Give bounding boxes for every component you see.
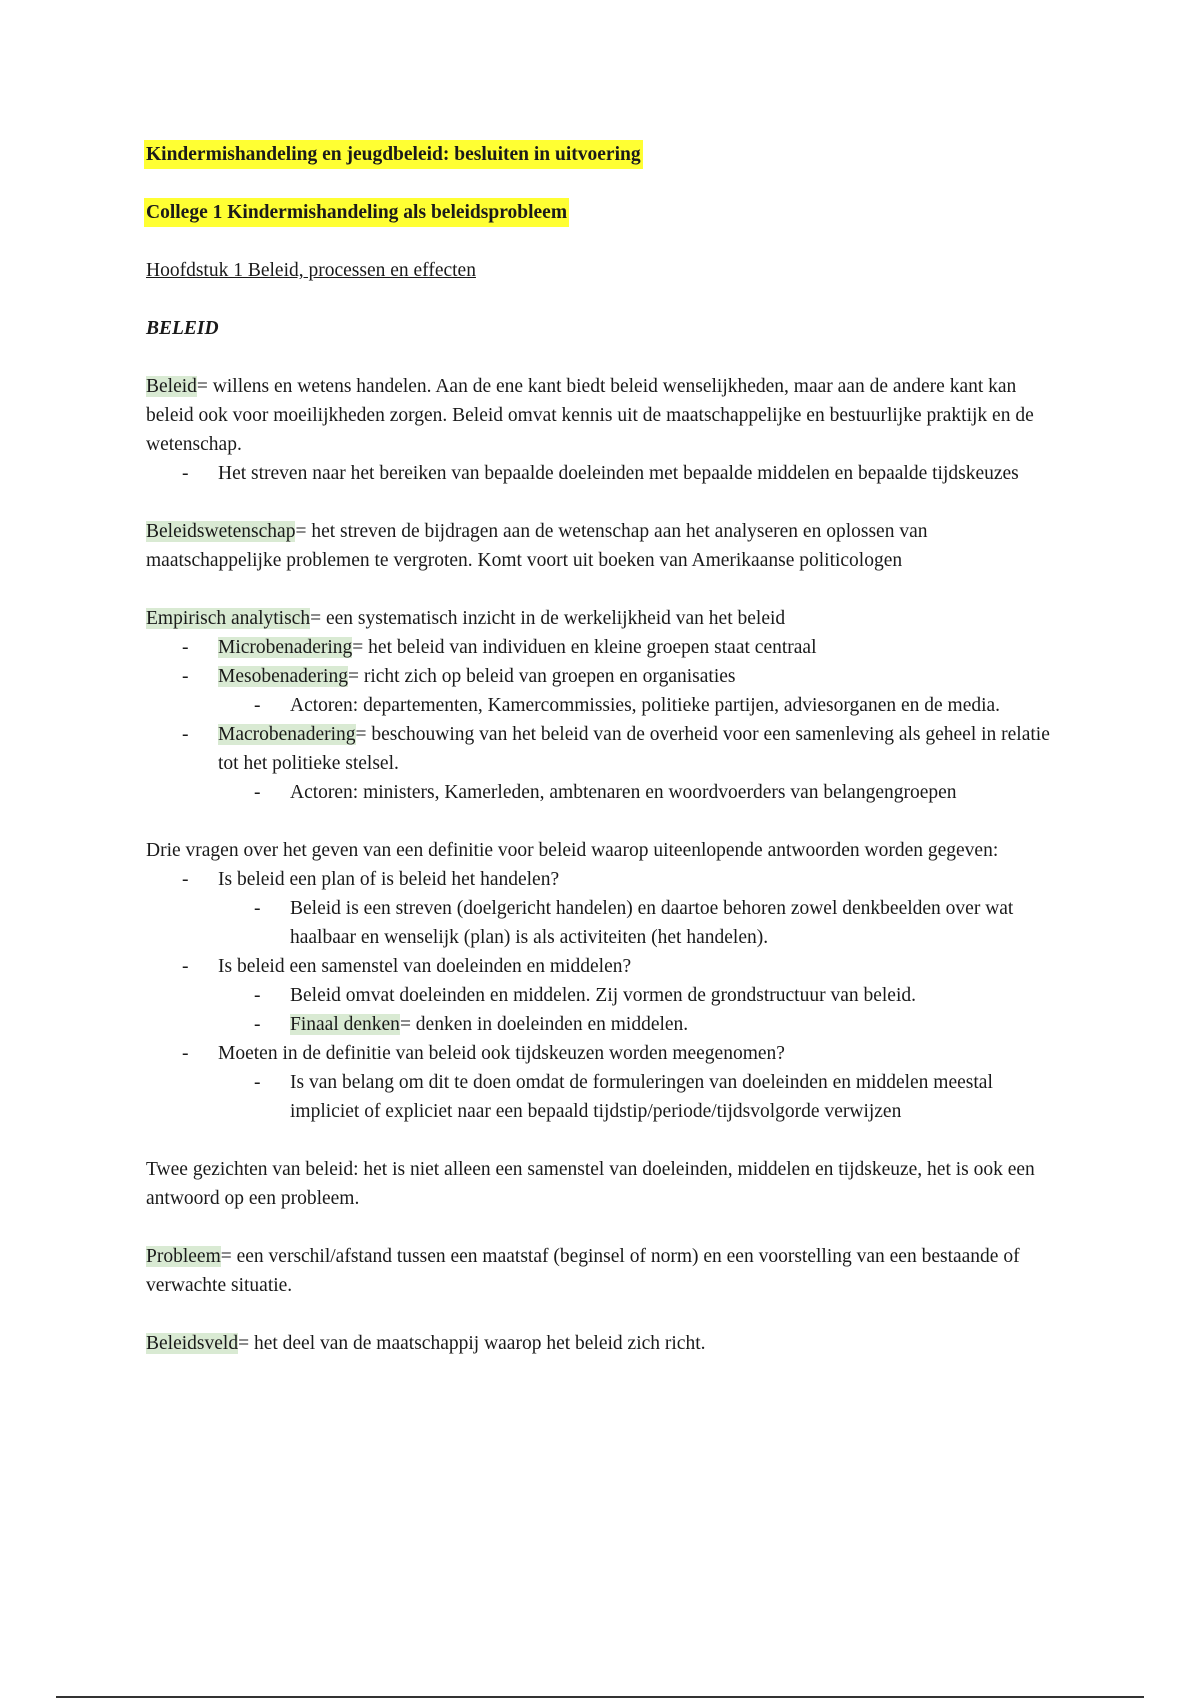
- list-item: - Is van belang om dit te doen omdat de formuleringen van doeleinden en middelen meestal impliciet of expliciet naar een bepaald tijdstip/periode/tijdsvolgorde verwijzen: [146, 1068, 1066, 1126]
- empirisch-definition: Empirisch analytisch= een systematisch inzicht in de werkelijkheid van het beleid: [146, 608, 786, 629]
- list-item: - Finaal denken= denken in doeleinden en middelen.: [146, 1010, 1066, 1039]
- section-heading: BELEID: [146, 318, 219, 339]
- beleidswetenschap-definition: Beleidswetenschap= het streven de bijdragen aan de wetenschap aan het analyseren en oplossen van maatschappelijke problemen te vergroten. Komt voort uit boeken van Amerikaanse politicologen: [146, 521, 928, 571]
- page-divider: [56, 1696, 1144, 1698]
- empirisch-block: [146, 604, 1066, 807]
- twee-gezichten-text: Twee gezichten van beleid: het is niet alleen een samenstel van doeleinden, middelen en tijdskeuze, het is ook een antwoord op een probleem.: [146, 1159, 1035, 1209]
- term-highlight: Beleid: [146, 376, 197, 397]
- term-highlight: Microbenadering: [218, 637, 353, 658]
- list-item: - Actoren: ministers, Kamerleden, ambtenaren en woordvoerders van belangengroepen: [146, 778, 1066, 807]
- document-title: Kindermishandeling en jeugdbeleid: besluiten in uitvoering: [144, 140, 643, 169]
- list-item: - Is beleid een plan of is beleid het handelen?: [146, 865, 1066, 894]
- list-item: - Microbenadering= het beleid van individuen en kleine groepen staat centraal: [146, 633, 1066, 662]
- beleidsveld-definition: Beleidsveld= het deel van de maatschappij waarop het beleid zich richt.: [146, 1333, 706, 1354]
- term-highlight: Finaal denken: [290, 1014, 400, 1035]
- list-item: - Mesobenadering= richt zich op beleid van groepen en organisaties: [146, 662, 1066, 691]
- list-item: - Is beleid een samenstel van doeleinden en middelen?: [146, 952, 1066, 981]
- drie-vragen-block: [146, 836, 1066, 1126]
- list-item: - Actoren: departementen, Kamercommissies, politieke partijen, adviesorganen en de media.: [146, 691, 1066, 720]
- chapter-heading: Hoofdstuk 1 Beleid, processen en effecten: [146, 260, 476, 281]
- document-page: [146, 140, 1066, 1387]
- probleem-block: [146, 1242, 1066, 1300]
- beleid-definition: Beleid= willens en wetens handelen. Aan de ene kant biedt beleid wenselijkheden, maar aan de andere kant kan beleid ook voor moeilijkheden zorgen. Beleid omvat kennis uit de maatschappelijke en bestuurlijke praktijk en de wetenschap.: [146, 376, 1034, 455]
- beleid-block: [146, 372, 1066, 488]
- drie-vragen-intro: Drie vragen over het geven van een definitie voor beleid waarop uiteenlopende antwoorden worden gegeven:: [146, 840, 999, 861]
- term-highlight: Macrobenadering: [218, 724, 356, 745]
- lecture-title: College 1 Kindermishandeling als beleidsprobleem: [144, 198, 569, 227]
- list-item: - Beleid omvat doeleinden en middelen. Zij vormen de grondstructuur van beleid.: [146, 981, 1066, 1010]
- term-highlight: Mesobenadering: [218, 666, 348, 687]
- term-highlight: Empirisch analytisch: [146, 608, 311, 629]
- term-highlight: Beleidswetenschap: [146, 521, 296, 542]
- probleem-definition: Probleem= een verschil/afstand tussen een maatstaf (beginsel of norm) en een voorstelling van een bestaande of verwachte situatie.: [146, 1246, 1020, 1296]
- term-highlight: Beleidsveld: [146, 1333, 239, 1354]
- list-item: - Moeten in de definitie van beleid ook tijdskeuzen worden meegenomen?: [146, 1039, 1066, 1068]
- beleidsveld-block: [146, 1329, 1066, 1358]
- list-item: - Beleid is een streven (doelgericht handelen) en daartoe behoren zowel denkbeelden over wat haalbaar en wenselijk (plan) is als activiteiten (het handelen).: [146, 894, 1066, 952]
- list-item: - Macrobenadering= beschouwing van het beleid van de overheid voor een samenleving als geheel in relatie tot het politieke stelsel.: [146, 720, 1066, 778]
- beleidswetenschap-block: [146, 517, 1066, 575]
- list-item: - Het streven naar het bereiken van bepaalde doeleinden met bepaalde middelen en bepaalde tijdskeuzes: [146, 459, 1066, 488]
- term-highlight: Probleem: [146, 1246, 221, 1267]
- twee-gezichten-block: [146, 1155, 1066, 1213]
